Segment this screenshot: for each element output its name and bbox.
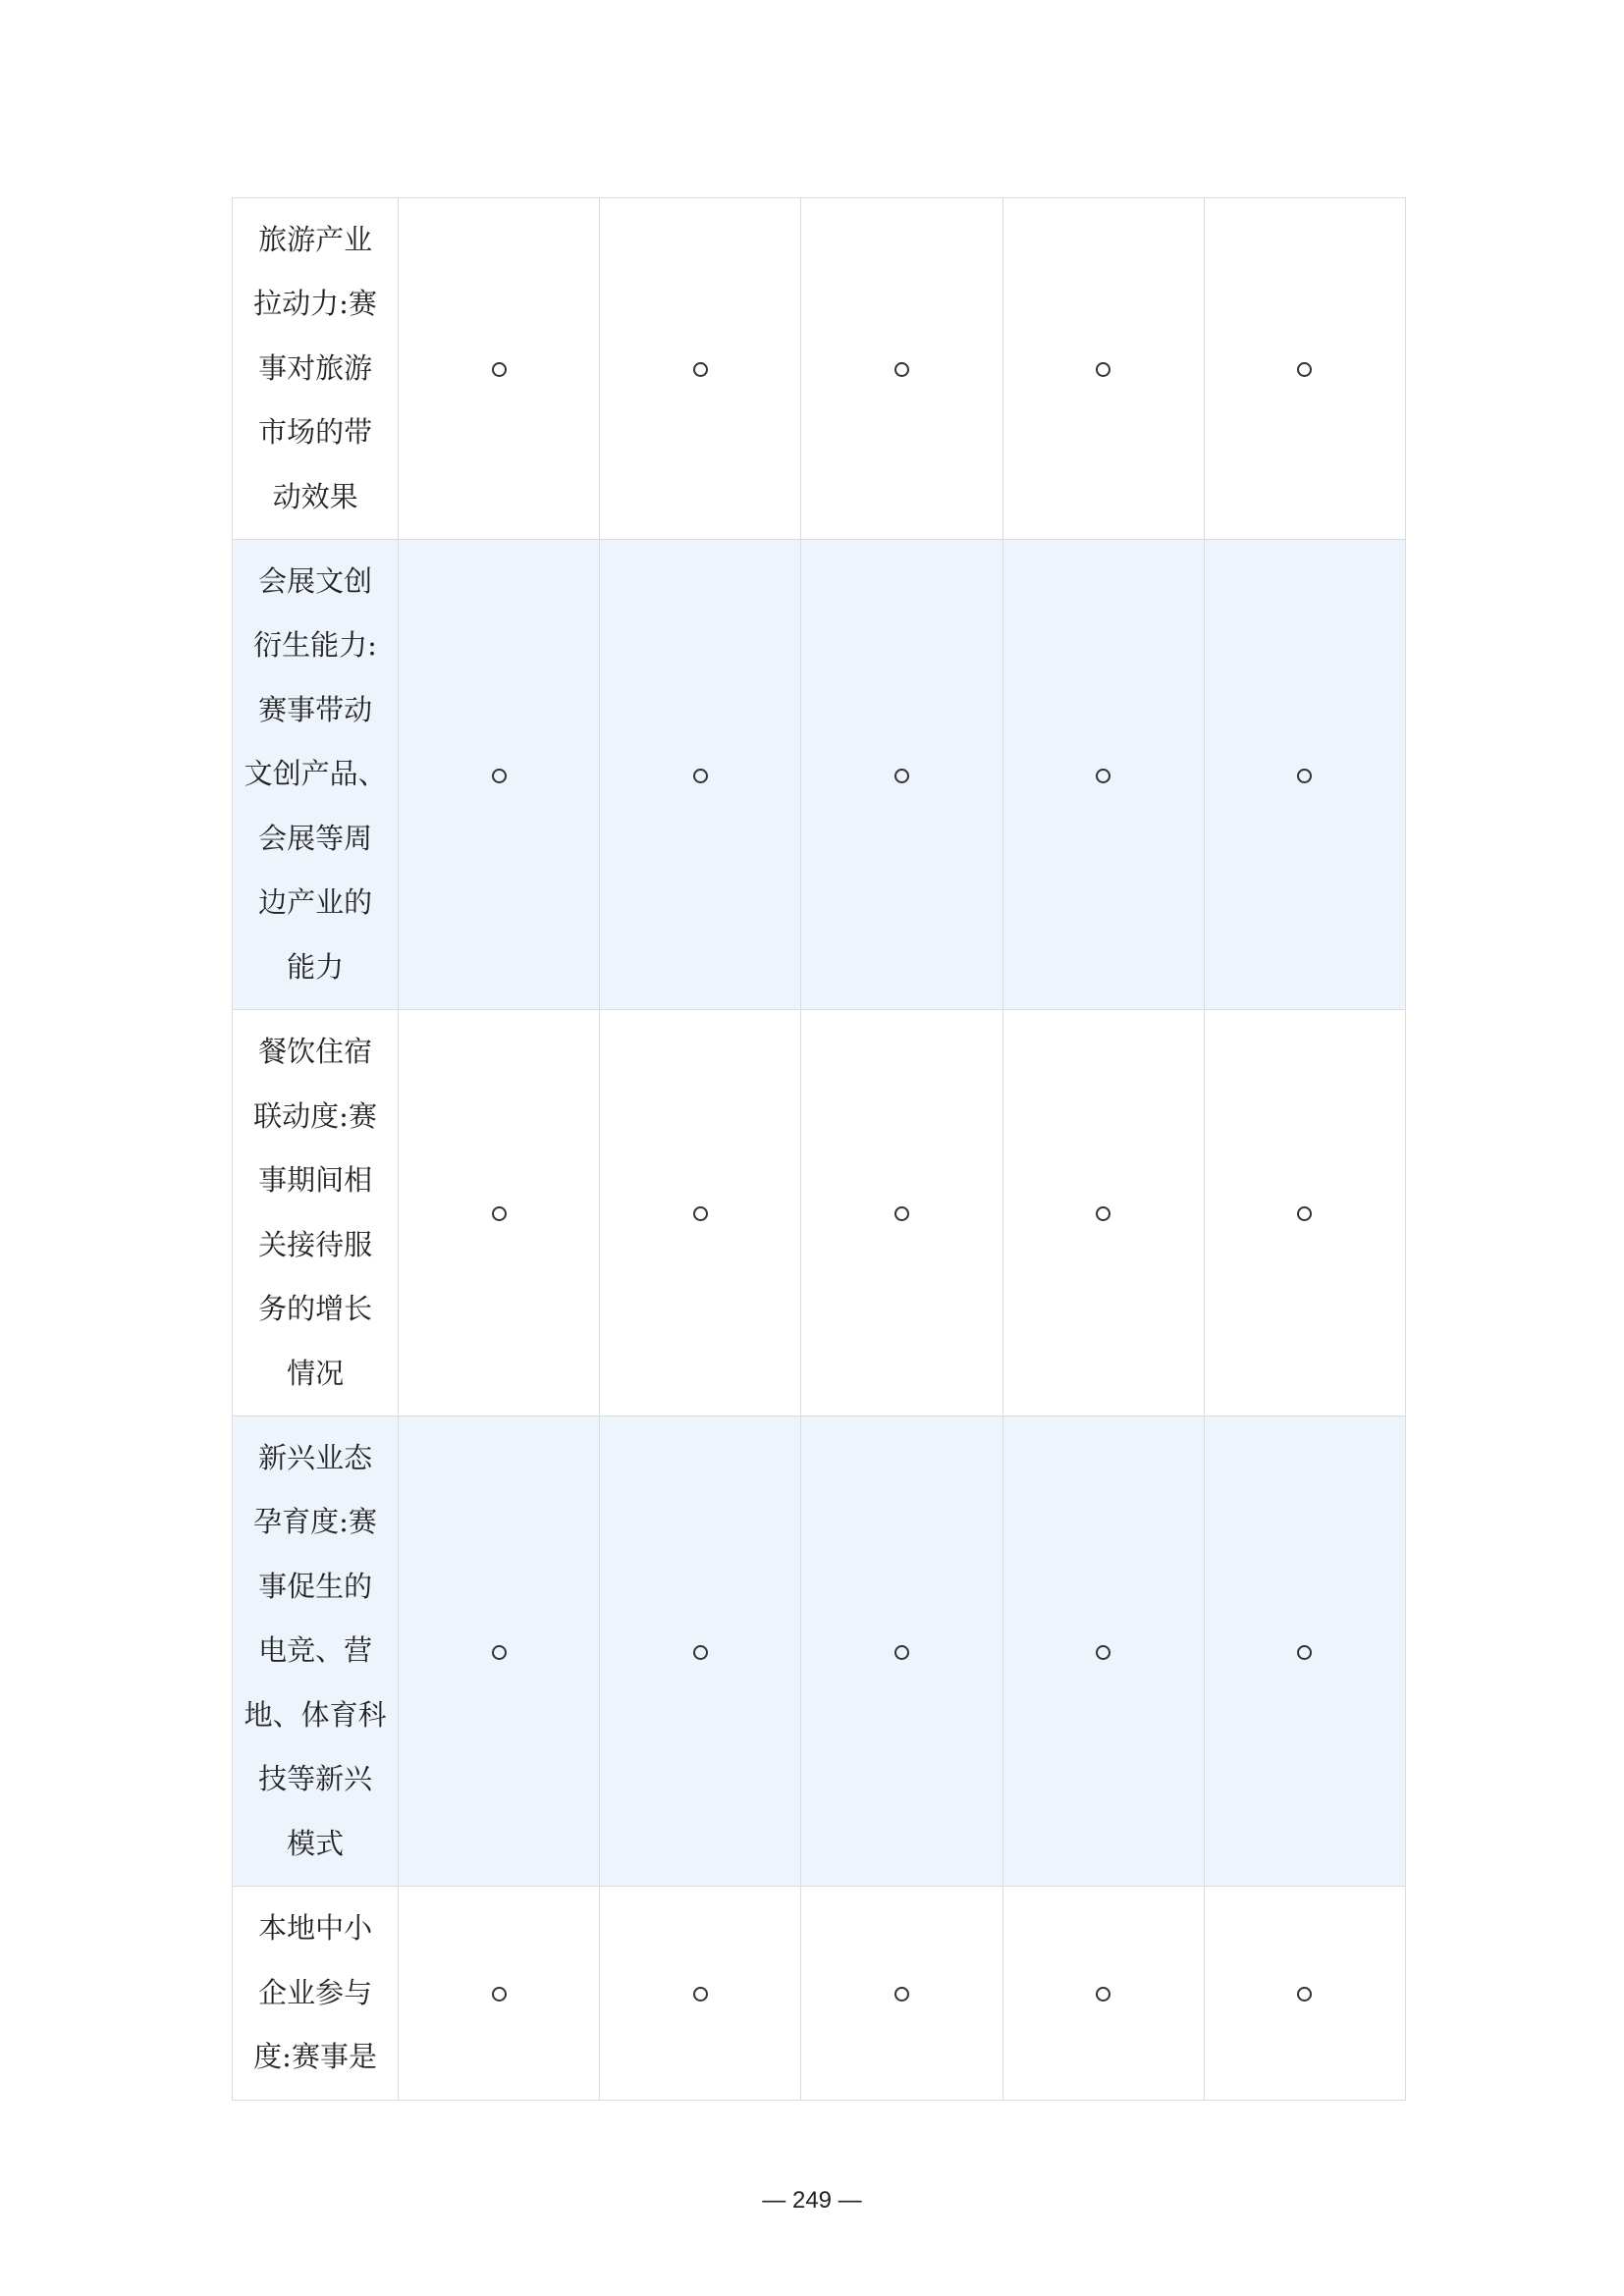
criterion-label-line: 事对旅游 [258, 350, 373, 385]
radio-option-5[interactable] [1297, 362, 1312, 377]
radio-option-4[interactable] [1096, 1987, 1110, 2002]
radio-option-1[interactable] [492, 362, 507, 377]
criterion-label-line: 电竞、营 [258, 1633, 373, 1668]
rating-cell [399, 198, 600, 540]
radio-option-1[interactable] [492, 1645, 507, 1660]
criterion-label-line: 事期间相 [258, 1163, 373, 1197]
rating-cell [1204, 1887, 1405, 2101]
criterion-label-line: 度:赛事是 [253, 2040, 377, 2074]
table-row [233, 1416, 1406, 1887]
rating-cell [600, 540, 801, 1010]
radio-option-1[interactable] [492, 1206, 507, 1221]
rating-cell [801, 198, 1002, 540]
criterion-label [233, 1887, 399, 2101]
criterion-label-line: 会展文创 [258, 563, 373, 598]
radio-option-4[interactable] [1096, 1206, 1110, 1221]
rating-cell [1002, 1887, 1204, 2101]
table-row [233, 1010, 1406, 1416]
criterion-label-line: 拉动力:赛 [253, 287, 377, 321]
criterion-label-line: 新兴业态 [258, 1440, 373, 1474]
criterion-label-line: 市场的带 [258, 415, 373, 450]
radio-option-2[interactable] [693, 1645, 708, 1660]
criterion-label-line: 地、体育科 [244, 1697, 387, 1732]
rating-cell [801, 1010, 1002, 1416]
rating-cell [801, 540, 1002, 1010]
radio-option-5[interactable] [1297, 769, 1312, 783]
criterion-label-line: 旅游产业 [258, 222, 373, 256]
rating-cell [399, 1887, 600, 2101]
radio-option-5[interactable] [1297, 1206, 1312, 1221]
radio-option-4[interactable] [1096, 362, 1110, 377]
criterion-label-line: 能力 [287, 949, 345, 984]
radio-option-5[interactable] [1297, 1987, 1312, 2002]
radio-option-5[interactable] [1297, 1645, 1312, 1660]
rating-cell [801, 1887, 1002, 2101]
radio-option-3[interactable] [894, 1206, 909, 1221]
criterion-label-line: 模式 [287, 1826, 345, 1860]
criterion-label-line: 衍生能力: [253, 628, 377, 663]
criterion-label-line: 动效果 [272, 479, 358, 513]
criterion-label-line: 孕育度:赛 [253, 1505, 377, 1539]
criterion-label-line: 事促生的 [258, 1569, 373, 1603]
criterion-label-line: 务的增长 [258, 1292, 373, 1325]
rating-cell [1204, 540, 1405, 1010]
criterion-label-line: 情况 [287, 1356, 345, 1390]
rating-cell [1204, 1010, 1405, 1416]
rating-cell [1002, 198, 1204, 540]
criterion-label-line: 边产业的 [258, 885, 373, 920]
rating-cell [600, 198, 801, 540]
criterion-label-line: 联动度:赛 [253, 1098, 377, 1133]
radio-option-3[interactable] [894, 1645, 909, 1660]
rating-cell [600, 1887, 801, 2101]
radio-option-2[interactable] [693, 769, 708, 783]
rating-table-body [233, 198, 1406, 2101]
radio-option-3[interactable] [894, 769, 909, 783]
radio-option-3[interactable] [894, 1987, 909, 2002]
radio-option-2[interactable] [693, 1987, 708, 2002]
rating-cell [600, 1010, 801, 1416]
rating-cell [399, 540, 600, 1010]
criterion-label-line: 文创产品、 [244, 757, 387, 791]
rating-cell [399, 1010, 600, 1416]
rating-table [232, 197, 1406, 2101]
table-row [233, 540, 1406, 1010]
criterion-label-line: 技等新兴 [258, 1762, 373, 1796]
criterion-label [233, 198, 399, 540]
table-row [233, 1887, 1406, 2101]
rating-cell [1002, 540, 1204, 1010]
criterion-label-line: 赛事带动 [258, 692, 373, 726]
radio-option-4[interactable] [1096, 1645, 1110, 1660]
rating-cell [1002, 1010, 1204, 1416]
table-row [233, 198, 1406, 540]
rating-cell [801, 1416, 1002, 1887]
radio-option-3[interactable] [894, 362, 909, 377]
criterion-label-line: 餐饮住宿 [258, 1035, 373, 1068]
radio-option-4[interactable] [1096, 769, 1110, 783]
radio-option-1[interactable] [492, 1987, 507, 2002]
rating-cell [1204, 1416, 1405, 1887]
radio-option-1[interactable] [492, 769, 507, 783]
page-number: — 249 — [762, 2187, 862, 2214]
rating-cell [1002, 1416, 1204, 1887]
criterion-label [233, 540, 399, 1010]
criterion-label [233, 1010, 399, 1416]
radio-option-2[interactable] [693, 1206, 708, 1221]
rating-cell [399, 1416, 600, 1887]
criterion-label-line: 企业参与 [258, 1975, 373, 2009]
criterion-label [233, 1416, 399, 1887]
criterion-label-line: 本地中小 [258, 1911, 373, 1946]
criterion-label-line: 关接待服 [258, 1227, 373, 1261]
criterion-label-line: 会展等周 [258, 821, 373, 855]
radio-option-2[interactable] [693, 362, 708, 377]
rating-cell [1204, 198, 1405, 540]
rating-cell [600, 1416, 801, 1887]
